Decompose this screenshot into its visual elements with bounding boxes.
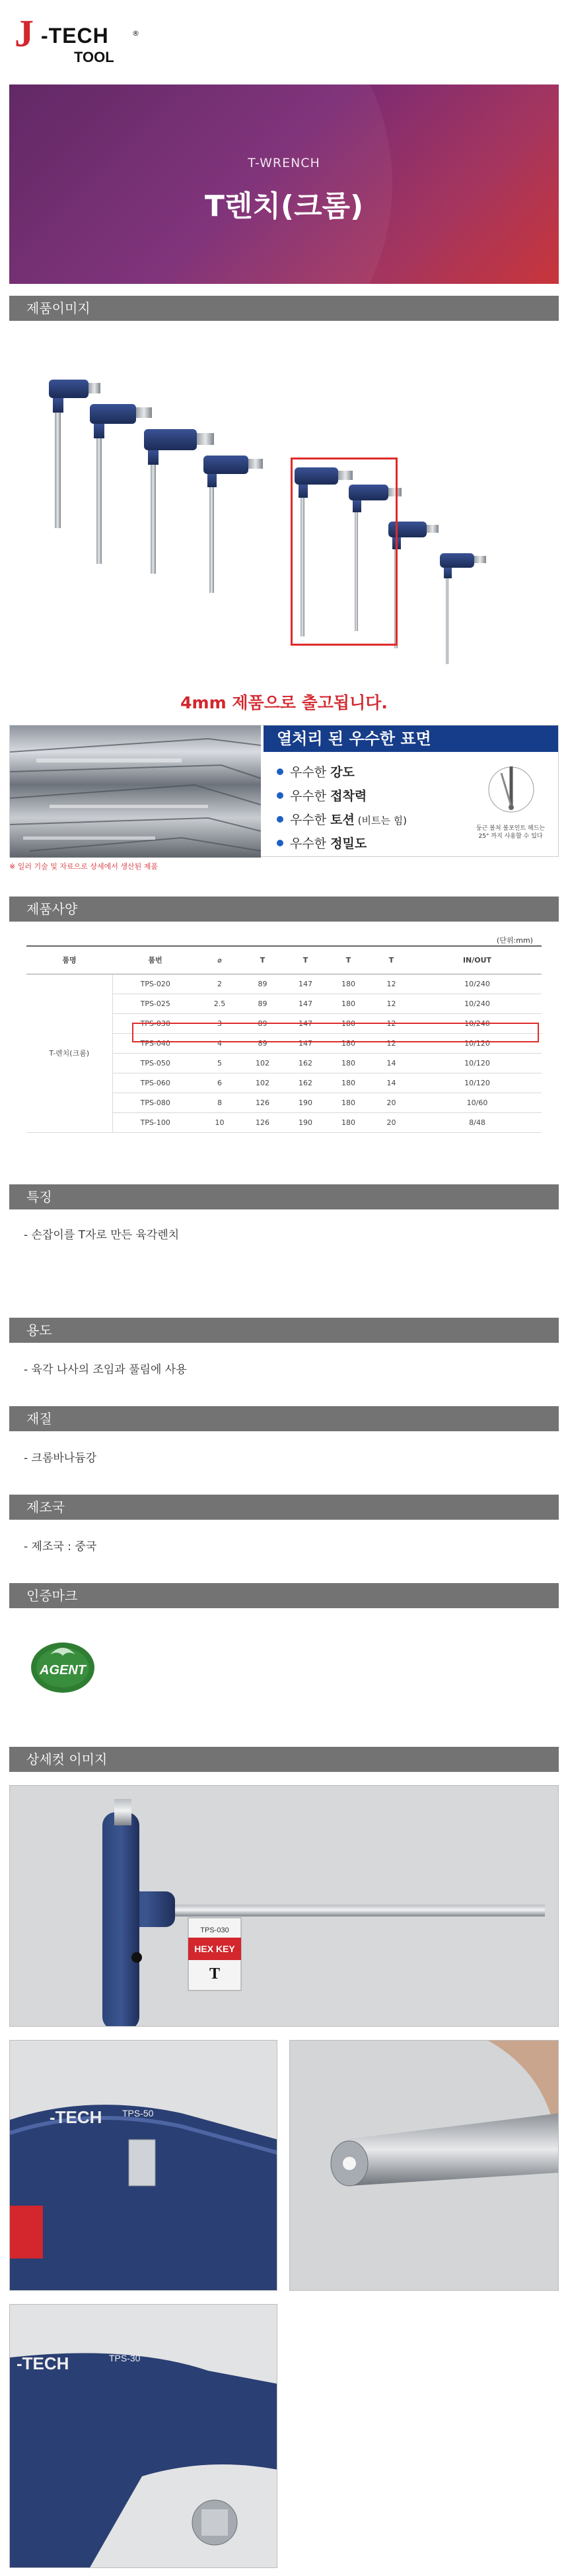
handle-code-text: TPS-50 (122, 2108, 154, 2118)
cell: TPS-080 (112, 1093, 198, 1112)
detail-photo-ballpoint (289, 2040, 559, 2291)
cell: 147 (284, 994, 327, 1013)
surface-feature-banner (9, 725, 559, 857)
wrench-closeup-image (10, 726, 261, 858)
cell: 10/240 (413, 994, 542, 1013)
col-dim-c: T (327, 946, 370, 974)
hero-banner (9, 85, 559, 284)
banner-item-torsion (277, 810, 407, 828)
cell: 180 (327, 1112, 370, 1132)
col-code: 품번 (112, 946, 198, 974)
cell: TPS-040 (112, 1033, 198, 1053)
cell: 190 (284, 1112, 327, 1132)
cell: 3 (198, 1013, 241, 1033)
spec-header-row (26, 946, 542, 974)
cell: 190 (284, 1093, 327, 1112)
ballpoint-note-line1: 둥근 볼처 볼포인트 헤드는 (476, 825, 546, 832)
cell: 180 (327, 1093, 370, 1112)
detail-photo-handle (9, 2040, 277, 2291)
section-product-image: 제품이미지 (9, 296, 559, 321)
detail-photo-handle-side (9, 2304, 277, 2568)
tag-letter: T (209, 1965, 221, 1983)
cell: 180 (327, 1053, 370, 1073)
product-image (26, 343, 542, 680)
item-prefix: 우수한 (290, 765, 331, 780)
origin-text: - 제조국 : 중국 (24, 1540, 97, 1553)
item-prefix: 우수한 (290, 836, 331, 851)
cell: 10/240 (413, 1013, 542, 1033)
cell: 10/120 (413, 1033, 542, 1053)
cell: 12 (370, 994, 413, 1013)
cell: 14 (370, 1073, 413, 1093)
cell: 180 (327, 994, 370, 1013)
banner-item-strength (277, 763, 355, 780)
cell: 89 (241, 1013, 284, 1033)
section-spec: 제품사양 (9, 897, 559, 922)
section-material: 재질 (9, 1406, 559, 1431)
logo-tool: TOOL (74, 49, 114, 65)
bullet-dot-icon (277, 840, 283, 846)
item-prefix: 우수한 (290, 813, 331, 827)
section-origin: 제조국 (9, 1495, 559, 1520)
cell: 10 (198, 1112, 241, 1132)
cell: TPS-030 (112, 1013, 198, 1033)
cell: 126 (241, 1112, 284, 1132)
cell: 89 (241, 994, 284, 1013)
banner-heading: 열처리 된 우수한 표면 (264, 726, 558, 752)
cell: 147 (284, 1013, 327, 1033)
cell: 102 (241, 1053, 284, 1073)
cell: 180 (327, 1073, 370, 1093)
cell: 126 (241, 1093, 284, 1112)
cell: 10/60 (413, 1093, 542, 1112)
cell: TPS-020 (112, 974, 198, 994)
handle-side-code: TPS-30 (109, 2353, 141, 2363)
item-bold: 접착력 (330, 789, 367, 803)
item-bold: 정밀도 (330, 836, 367, 851)
cell: 8/48 (413, 1112, 542, 1132)
col-diameter: ⌀ (198, 946, 241, 974)
cell: 147 (284, 974, 327, 994)
detail-photo-main (9, 1785, 559, 2027)
section-cert: 인증마크 (9, 1583, 559, 1608)
product-name-cell: T-렌치(크롬) (26, 974, 112, 1132)
col-product: 품명 (26, 946, 112, 974)
handle-side-brand: -TECH (17, 2354, 69, 2373)
tag-label: HEX KEY (194, 1944, 235, 1954)
cell: TPS-060 (112, 1073, 198, 1093)
agent-logo-icon (28, 1636, 98, 1695)
item-bold: 토션 (330, 813, 355, 827)
selected-item-highlight (291, 458, 398, 646)
cell: 147 (284, 1033, 327, 1053)
cell: 5 (198, 1053, 241, 1073)
ballpoint-note (466, 825, 555, 840)
bullet-dot-icon (277, 792, 283, 799)
cell: 12 (370, 974, 413, 994)
cell: 12 (370, 1033, 413, 1053)
item-suffix: (비트는 힘) (354, 815, 408, 827)
main-wrench-photo (10, 1786, 559, 2027)
tag-code: TPS-030 (200, 1926, 229, 1934)
cell: TPS-100 (112, 1112, 198, 1132)
bullet-dot-icon (277, 816, 283, 823)
material-text: - 크롬바나듐강 (24, 1452, 97, 1465)
col-inout: IN/OUT (413, 946, 542, 974)
cell: 102 (241, 1073, 284, 1093)
banner-item-adhesion (277, 786, 367, 804)
section-usage: 용도 (9, 1318, 559, 1343)
cell: TPS-025 (112, 994, 198, 1013)
cell: 14 (370, 1053, 413, 1073)
col-dim-d: T (370, 946, 413, 974)
spec-unit: (단위:mm) (497, 936, 533, 945)
ballpoint-note-line2: 25° 까지 사용할 수 있다 (478, 833, 543, 840)
bullet-dot-icon (277, 768, 283, 775)
cell: 20 (370, 1112, 413, 1132)
item-bold: 강도 (330, 765, 355, 780)
handle-side-photo (10, 2305, 277, 2568)
image-footnote: ※ 일러 기술 및 자료으로 상세에서 생산된 제품 (9, 862, 158, 871)
hero-title: T렌치(크롬) (204, 189, 364, 223)
table-row (26, 974, 542, 994)
spec-row-highlight (132, 1023, 539, 1042)
cell: 89 (241, 1033, 284, 1053)
cell: 180 (327, 1013, 370, 1033)
cell: 2.5 (198, 994, 241, 1013)
cell: 180 (327, 974, 370, 994)
cell: 8 (198, 1093, 241, 1112)
agent-cert-label: AGENT (40, 1663, 86, 1678)
handle-closeup-photo (10, 2041, 277, 2291)
cell: 10/240 (413, 974, 542, 994)
usage-text: - 육각 나사의 조임과 풀림에 사용 (24, 1363, 187, 1376)
agent-cert-mark (28, 1636, 98, 1695)
cell: 4 (198, 1033, 241, 1053)
cell: 20 (370, 1093, 413, 1112)
cell: 89 (241, 974, 284, 994)
cell: 162 (284, 1073, 327, 1093)
closeup-illustration (10, 726, 261, 858)
banner-item-precision (277, 834, 367, 852)
col-dim-b: T (284, 946, 327, 974)
brand-logo (15, 12, 147, 74)
cell: 10/120 (413, 1053, 542, 1073)
cell: 6 (198, 1073, 241, 1093)
section-feature: 특징 (9, 1184, 559, 1209)
logo-registered: ® (132, 29, 139, 38)
col-dim-a: T (241, 946, 284, 974)
cell: 10/120 (413, 1073, 542, 1093)
cell: 180 (327, 1033, 370, 1053)
cell: 2 (198, 974, 241, 994)
item-prefix: 우수한 (290, 789, 331, 803)
feature-text: - 손잡이를 T자로 만든 육각렌치 (24, 1229, 180, 1242)
handle-brand-text: -TECH (50, 2107, 102, 2127)
cell: 162 (284, 1053, 327, 1073)
ballpoint-closeup-photo (290, 2041, 559, 2291)
logo-tech: -TECH (41, 24, 109, 48)
shipping-notice: 4mm 제품으로 출고됩니다. (180, 693, 388, 712)
ballpoint-angle-diagram (488, 760, 534, 819)
section-detail: 상세컷 이미지 (9, 1747, 559, 1772)
cell: TPS-050 (112, 1053, 198, 1073)
logo-j: J (15, 12, 34, 55)
hero-subtitle: T-WRENCH (248, 156, 320, 170)
wrench-set-illustration (26, 343, 542, 680)
cell: 12 (370, 1013, 413, 1033)
